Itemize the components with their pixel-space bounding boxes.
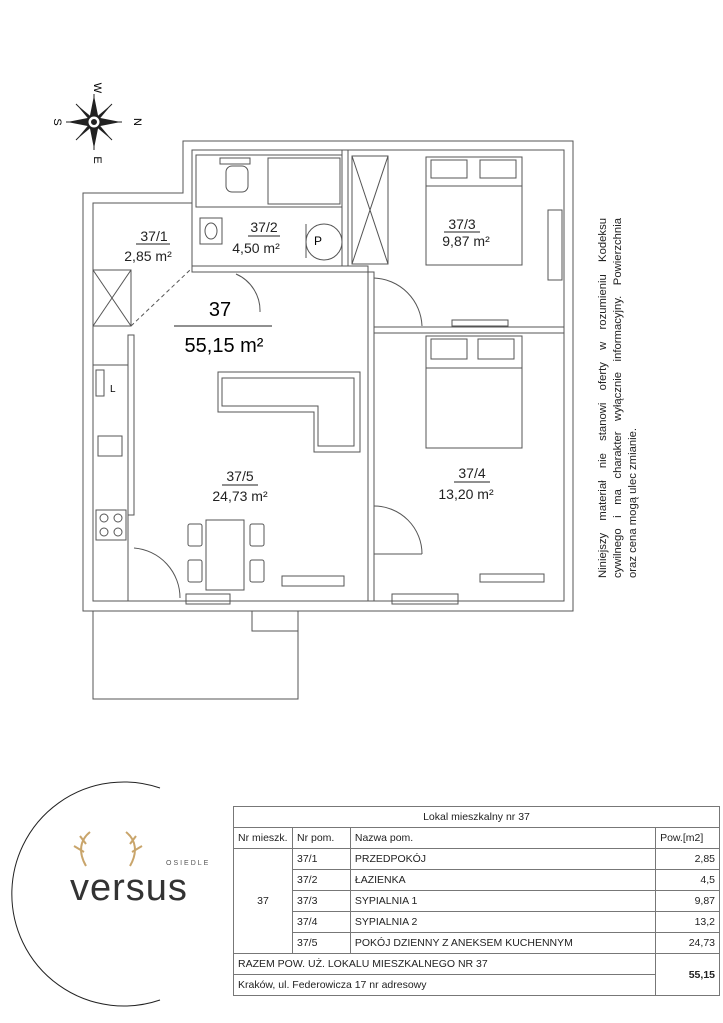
disclaimer-line-1: Niniejszy materiał nie stanowi oferty w rozumieniu Kodeksu	[597, 218, 609, 578]
room-area-cell: 24,73	[656, 933, 720, 954]
apartment-area: 55,15 m²	[184, 335, 264, 357]
apartment-number: 37	[208, 299, 232, 321]
compass-n-label: N	[131, 118, 143, 126]
room-area-cell: 4,5	[656, 870, 720, 891]
room-area-37-3: 9,87 m²	[442, 233, 490, 249]
room-area-37-5: 24,73 m²	[212, 488, 268, 504]
compass-e-label: E	[91, 156, 103, 164]
room-area-cell: 2,85	[656, 849, 720, 870]
compass-s-label: S	[51, 118, 63, 126]
room-label-37-4: 37/4	[458, 465, 486, 481]
terrace	[93, 611, 298, 699]
outer-walls	[83, 141, 573, 611]
header-room-name: Nazwa pom.	[350, 828, 655, 849]
total-area: 55,15	[656, 954, 720, 996]
radiator-living	[282, 576, 344, 586]
room-area-37-4: 13,20 m²	[438, 486, 494, 502]
header-area: Pow.[m2]	[656, 828, 720, 849]
room-area-37-1: 2,85 m²	[124, 248, 172, 264]
table-row	[234, 849, 720, 870]
room-label-37-1: 37/1	[140, 228, 168, 244]
room-label-37-5: 37/5	[226, 468, 254, 484]
room-no-cell: 37/3	[292, 891, 350, 912]
table-row	[234, 912, 720, 933]
room-no-cell: 37/2	[292, 870, 350, 891]
room-label-37-3: 37/3	[448, 216, 476, 232]
room-name-cell: PRZEDPOKÓJ	[350, 849, 655, 870]
room-area-cell: 9,87	[656, 891, 720, 912]
window-bedroom-1	[548, 210, 562, 280]
window-bedroom-2	[392, 594, 458, 604]
room-label-37-2: 37/2	[250, 219, 278, 235]
radiator-bedroom-2	[480, 574, 544, 582]
disclaimer-text	[596, 218, 641, 578]
logo-name: versus	[70, 867, 188, 909]
room-no-cell: 37/4	[292, 912, 350, 933]
room-name-cell: POKÓJ DZIENNY Z ANEKSEM KUCHENNYM	[350, 933, 655, 954]
area-summary-table	[233, 806, 720, 996]
room-no-cell: 37/5	[292, 933, 350, 954]
table-row	[234, 870, 720, 891]
address-line: Kraków, ul. Federowicza 17 nr adresowy	[234, 975, 656, 996]
disclaimer-line-3: oraz cena mogą ulec zmianie.	[627, 427, 639, 578]
table-row	[234, 933, 720, 954]
window-living	[186, 594, 230, 604]
sofa	[218, 372, 360, 452]
compass-w-label: W	[91, 82, 103, 94]
radiator-bedroom-1	[452, 320, 508, 326]
total-label: RAZEM POW. UŻ. LOKALU MIESZKALNEGO NR 37	[234, 954, 656, 975]
logo-subtitle: OSIEDLE	[166, 860, 211, 867]
room-name-cell: SYPIALNIA 2	[350, 912, 655, 933]
table-row	[234, 891, 720, 912]
fridge-label: L	[110, 384, 116, 395]
header-room-no: Nr pom.	[292, 828, 350, 849]
disclaimer-line-2: cywilnego i ma charakter wyłącznie informacyjny. Powierzchnia	[612, 218, 624, 578]
header-flat-no: Nr mieszk.	[234, 828, 293, 849]
dining-table	[188, 520, 264, 590]
versus-logo	[12, 782, 211, 1006]
flat-number-cell: 37	[234, 849, 293, 954]
room-area-37-2: 4,50 m²	[232, 240, 280, 256]
interior-walls	[128, 150, 564, 601]
room-no-cell: 37/1	[292, 849, 350, 870]
room-name-cell: ŁAZIENKA	[350, 870, 655, 891]
room-area-cell: 13,2	[656, 912, 720, 933]
bed-bedroom-2	[426, 336, 522, 448]
room-name-cell: SYPIALNIA 1	[350, 891, 655, 912]
table-title: Lokal mieszkalny nr 37	[234, 807, 720, 828]
kitchen-counter	[93, 365, 128, 601]
boiler-label: P	[314, 234, 323, 248]
compass-rose-icon	[66, 94, 122, 150]
